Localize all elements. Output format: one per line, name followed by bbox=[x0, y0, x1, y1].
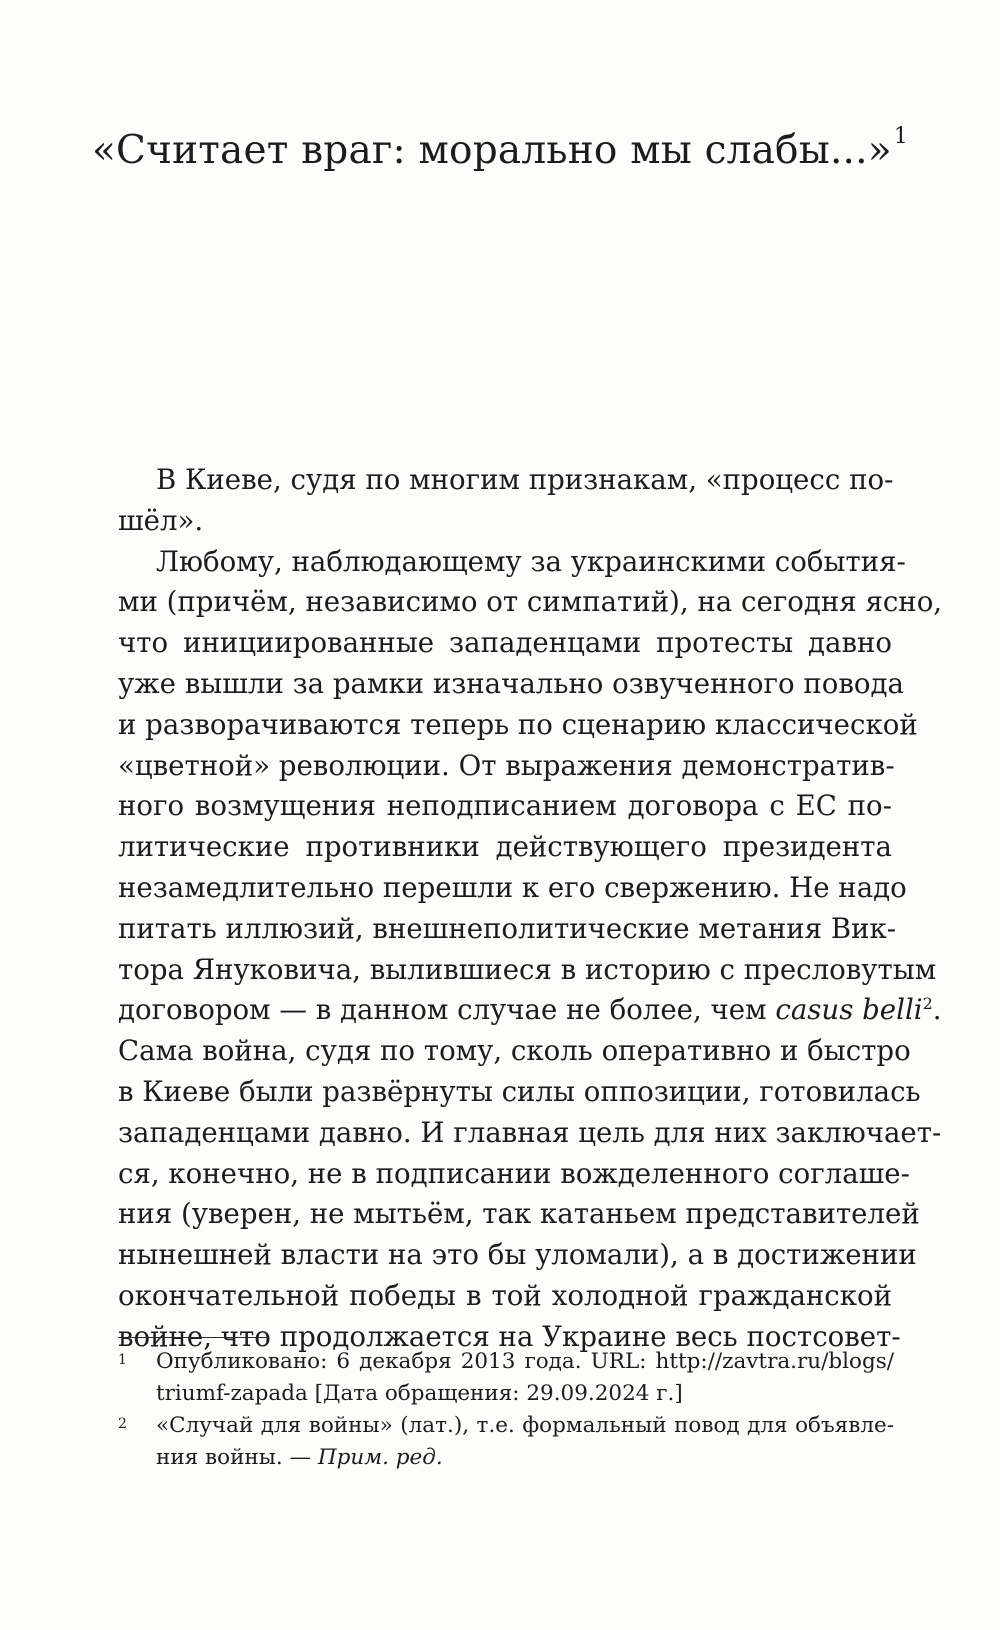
footnote-line: Опубликовано: 6 декабря 2013 года. URL: http://zavtra.ru/blogs/ bbox=[156, 1349, 894, 1374]
footnotes bbox=[118, 1346, 894, 1474]
text-segment: договором — в данном случае не более, чем bbox=[118, 993, 776, 1027]
footnote-2 bbox=[118, 1410, 894, 1474]
chapter-title-text: «Считает враг: морально мы слабы...» bbox=[91, 128, 892, 173]
editor-note: Прим. ред. bbox=[317, 1445, 443, 1470]
text-line: питать иллюзий, внешнеполитические метания Вик- bbox=[118, 911, 897, 945]
text-line: ния (уверен, не мытьём, так катаньем представителей bbox=[118, 1197, 920, 1231]
text-line: ми (причём, независимо от симпатий), на сегодня ясно, bbox=[118, 585, 943, 619]
text-line: уже вышли за рамки изначально озвученного повода bbox=[118, 666, 904, 700]
footnote-number: 2 bbox=[118, 1416, 127, 1432]
text-line: ного возмущения неподписанием договора с ЕС по- bbox=[118, 789, 892, 823]
text-line: в Киеве были развёрнуты силы оппозиции, готовилась bbox=[118, 1074, 921, 1108]
footnote-line: «Случай для войны» (лат.), т.е. формальный повод для объявле- bbox=[156, 1413, 894, 1438]
text-line: ся, конечно, не в подписании вожделенного соглаше- bbox=[118, 1156, 910, 1190]
text-line: нынешней власти на это бы уломали), а в достижении bbox=[118, 1238, 917, 1272]
latin-term: casus belli bbox=[775, 993, 923, 1027]
text-line: окончательной победы в той холодной гражданской bbox=[118, 1278, 892, 1312]
text-line: «цветной» революции. От выражения демонстратив- bbox=[118, 748, 895, 782]
footnote-number: 1 bbox=[118, 1352, 127, 1368]
footnote-ref-1: 1 bbox=[893, 124, 909, 149]
text-line bbox=[118, 990, 942, 1031]
text-line: что инициированные западенцами протесты давно bbox=[118, 626, 892, 660]
text-line: тора Януковича, вылившиеся в историю с пресловутым bbox=[118, 952, 937, 986]
text-line: Любому, наблюдающему за украинскими события- bbox=[156, 544, 906, 578]
text-line: войне, что продолжается на Украине весь постсовет- bbox=[118, 1319, 901, 1353]
chapter-title bbox=[0, 124, 1000, 173]
text-line: литические противники действующего президента bbox=[118, 830, 892, 864]
footnote-1 bbox=[118, 1346, 894, 1410]
footnote-line: triumf-zapada [Дата обращения: 29.09.2024 г.] bbox=[156, 1381, 683, 1406]
body-text bbox=[118, 460, 943, 1358]
text-line: западенцами давно. И главная цель для них заключает- bbox=[118, 1115, 942, 1149]
text-line: В Киеве, судя по многим признакам, «процесс по- bbox=[156, 463, 894, 496]
footnote-divider bbox=[118, 1337, 268, 1338]
text-line: шёл». bbox=[118, 503, 204, 537]
text-segment: . bbox=[932, 993, 942, 1027]
text-line: Сама война, судя по тому, сколь оперативно и быстро bbox=[118, 1034, 911, 1068]
footnote-line bbox=[156, 1442, 894, 1474]
footnote-text: ния войны. — bbox=[156, 1445, 318, 1470]
footnote-ref-2: 2 bbox=[922, 994, 933, 1014]
text-line: незамедлительно перешли к его свержению. Не надо bbox=[118, 870, 907, 904]
text-line: и разворачиваются теперь по сценарию классической bbox=[118, 707, 918, 741]
